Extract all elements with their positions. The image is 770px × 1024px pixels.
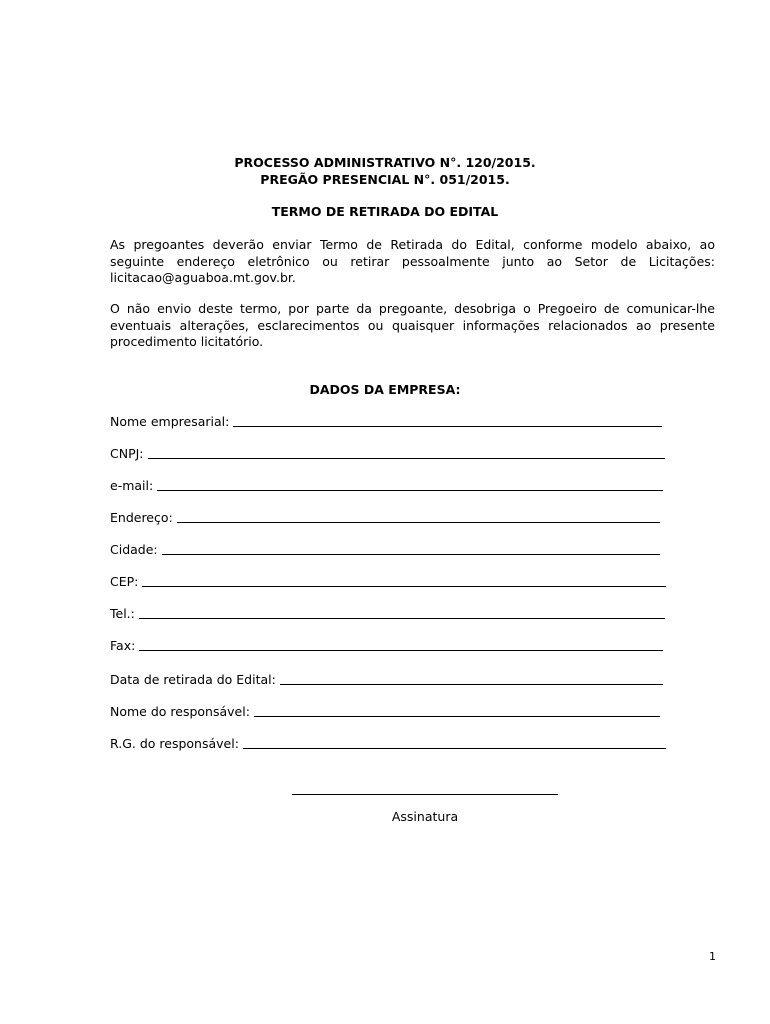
fill-in-line xyxy=(254,716,660,717)
instructions-paragraph: As pregoantes deverão enviar Termo de Retirada do Edital, conforme modelo abaixo, ao seguinte endereço eletrônico ou retirar pessoalmente junto ao Setor de Licitações: licitacao@aguaboa.mt.gov.br. xyxy=(110,237,715,285)
form-field-email xyxy=(110,476,663,494)
fill-in-line xyxy=(148,458,665,459)
field-label: Data de retirada do Edital: xyxy=(110,672,276,687)
field-label: CEP: xyxy=(110,574,139,589)
notice-paragraph: O não envio deste termo, por parte da pregoante, desobriga o Pregoeiro de comunicar-lhe eventuais alterações, esclarecimentos ou quaisquer informações relacionados ao presente procedimento licitatório. xyxy=(110,301,715,349)
form-field-company-name xyxy=(110,412,662,430)
company-data-section-title: DADOS DA EMPRESA: xyxy=(309,382,461,397)
fill-in-line xyxy=(177,522,660,523)
fill-in-line xyxy=(280,684,663,685)
form-field-phone xyxy=(110,604,665,622)
fill-in-line xyxy=(162,554,660,555)
fill-in-line xyxy=(157,490,663,491)
field-label: Nome empresarial: xyxy=(110,414,230,429)
form-field-city xyxy=(110,540,660,558)
signature-label: Assinatura xyxy=(391,809,459,824)
fill-in-line xyxy=(243,748,666,749)
field-label: e-mail: xyxy=(110,478,154,493)
form-field-fax xyxy=(110,636,663,654)
field-label: Cidade: xyxy=(110,542,158,557)
auction-number-heading: PREGÃO PRESENCIAL N°. 051/2015. xyxy=(260,172,510,187)
process-number-heading: PROCESSO ADMINISTRATIVO N°. 120/2015. xyxy=(234,155,536,170)
form-field-cnpj xyxy=(110,444,665,462)
fill-in-line xyxy=(139,650,663,651)
form-field-responsible-id xyxy=(110,734,666,752)
form-field-address xyxy=(110,508,660,526)
fill-in-line xyxy=(233,426,662,427)
field-label: R.G. do responsável: xyxy=(110,736,239,751)
field-label: Fax: xyxy=(110,638,136,653)
signature-line xyxy=(292,794,558,795)
form-field-responsible-name xyxy=(110,702,660,720)
fill-in-line xyxy=(142,586,666,587)
form-field-zip-code xyxy=(110,572,666,590)
field-label: Tel.: xyxy=(110,606,135,621)
field-label: Endereço: xyxy=(110,510,173,525)
form-field-withdrawal-date xyxy=(110,670,663,688)
field-label: Nome do responsável: xyxy=(110,704,250,719)
fill-in-line xyxy=(139,618,665,619)
document-title: TERMO DE RETIRADA DO EDITAL xyxy=(271,204,499,219)
page-number: 1 xyxy=(709,950,716,963)
field-label: CNPJ: xyxy=(110,446,144,461)
